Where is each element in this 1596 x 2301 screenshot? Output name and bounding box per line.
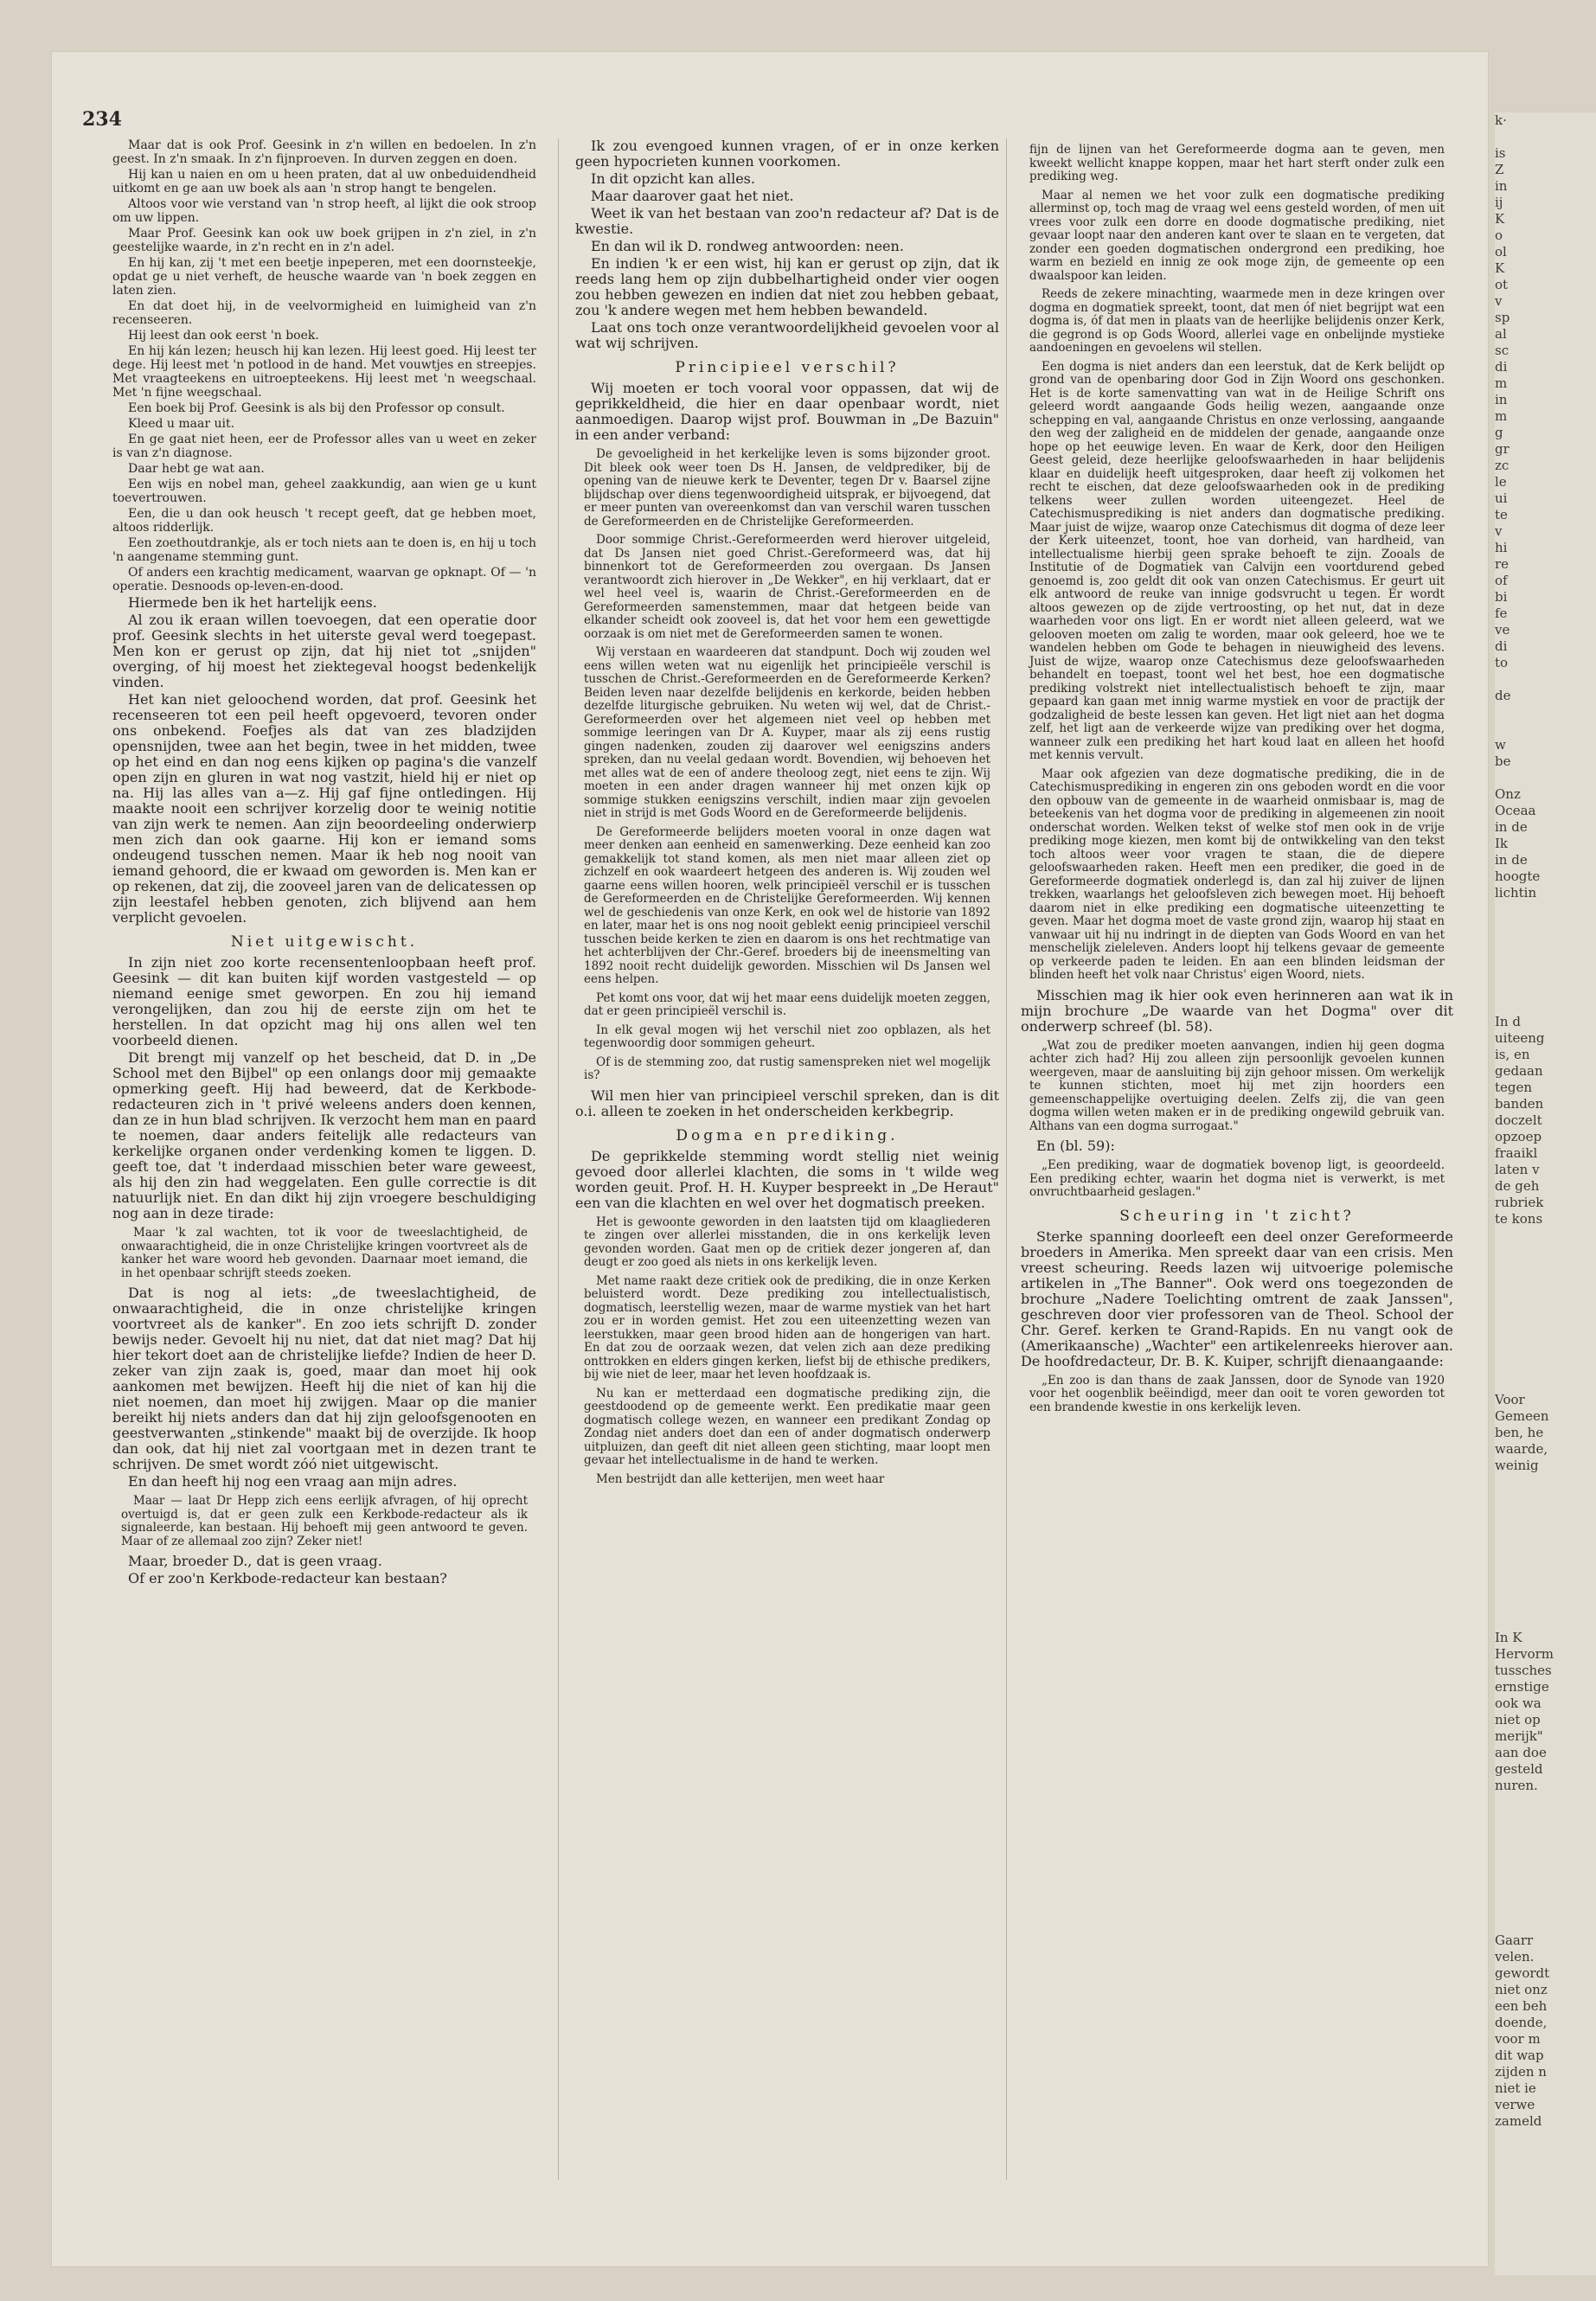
strip-text-fragment: rubriek [1495,1195,1544,1210]
paragraph: En hij kán lezen; heusch hij kan lezen. Hij leest goed. Hij leest ter dege. Hij leest met 'n potlood in de hand. Met vouwtjes en streepjes. Met vraagteekens en uitroepteekens. Hij leest met 'n weegschaal. Met 'n fijne weegschaal. [112,344,536,400]
paragraph: En dat doet hij, in de veelvormigheid en luimigheid van z'n recenseeren. [112,299,536,327]
strip-text-fragment: ui [1495,490,1508,506]
strip-text-fragment: in de [1495,819,1528,835]
section-heading: Scheuring in 't zicht? [1119,1207,1355,1225]
strip-text-fragment: ij [1495,195,1503,210]
strip-text-fragment: Ik [1495,836,1509,851]
block-quote [1021,144,1453,983]
strip-text-fragment: zameld [1495,2113,1542,2129]
block-quote [575,1216,999,1487]
quote-paragraph: Men bestrijdt dan alle ketterijen, men weet haar [596,1471,885,1486]
quote-paragraph: Door sommige Christ.-Gereformeerden werd hierover uitgeleid, dat Ds Jansen niet goed Christ.-Gereformeerd was, dat hij binnenkort tot de Gereformeerden zou overgaan. Ds Jansen verantwoordt zich hierover in „De Wekker", en hij verklaart, dat er wel heel veel is, waarin de Christ.-Gereformeerden en de Gereformeerden samenstemmen, maar dat hetgeen beide van elkander scheidt ook zooveel is, dat het voor hem een gewettigde oorzaak is om niet met de Gereformeerden samen te wonen. [584,533,990,641]
strip-text-fragment: ve [1495,622,1510,638]
strip-text-fragment [1495,704,1596,721]
paragraph: Hiermede ben ik het hartelijk eens. [128,594,377,611]
strip-text-fragment: ol [1495,244,1507,260]
strip-text-fragment: k· [1495,112,1507,128]
block-quote: „Wat zou de prediker moeten aanvangen, indien hij geen dogma achter zich had? Hij zou alleen zijn persoonlijk gevoelen kunnen weergeven, maar de aansluiting bij zijn gehoor missen. Om werkelijk te kunnen stichten, moet hij met zijn hoorders een gemeenschappelijke overtuiging deelen. Zelfs zij, die van geen dogma willen weten maken er in de prediking ongewild gebruik van. Althans van een dogma surrogaat." [1029,1038,1445,1133]
strip-text-fragment: merijk" [1495,1728,1543,1744]
strip-text-fragment [1495,129,1596,145]
strip-text-fragment: waarde, [1495,1441,1548,1457]
page-number: 234 [82,108,122,131]
strip-text-fragment: Z [1495,162,1504,177]
strip-fragment-group [1495,1014,1596,1227]
strip-text-fragment: doende, [1495,2015,1548,2030]
paragraph: Of er zoo'n Kerkbode-redacteur kan bestaan? [128,1570,447,1586]
column-rule [558,138,559,2180]
strip-text-fragment: Oceaa [1495,803,1536,818]
strip-text-fragment [1495,721,1596,737]
quote-paragraph: Met name raakt deze critiek ook de prediking, die in onze Kerken beluisterd wordt. Deze prediking zou intellectualistisch, dogmatisch, leerstellig wezen, maar de warme mystiek van het hart zou er in worden gemist. Het zou een uiteenzetting wezen van leerstukken, maar geen brood hiden aan de hongerigen van hart. En dat zou de oorzaak wezen, dat velen zich aan deze prediking onttrokken en elders gingen kerken, liefst bij de ethische predikers, bij wie niet de leer, maar het leven hoofdzaak is. [584,1273,990,1381]
strip-text-fragment: laten v [1495,1162,1540,1177]
adjacent-page-strip [1495,112,1596,2275]
strip-text-fragment: K [1495,211,1505,227]
strip-text-fragment: di [1495,359,1508,375]
paragraph: Wil men hier van principieel verschil spreken, dan is dit o.i. alleen te zoeken in het onderscheiden kerkbegrip. [575,1086,999,1119]
strip-text-fragment: de geh [1495,1178,1540,1194]
paragraph: Ik zou evengoed kunnen vragen, of er in onze kerken geen hypocrieten kunnen voorkomen. [575,138,999,170]
strip-text-fragment: gr [1495,441,1509,457]
column-rule [1006,138,1007,2180]
strip-text-fragment: In d [1495,1014,1521,1029]
strip-text-fragment: o [1495,228,1503,243]
paragraph: Maar, broeder D., dat is geen vraag. [128,1553,382,1569]
block-quote: „Een prediking, waar de dogmatiek bovenop ligt, is geoordeeld. Een prediking echter, waarin het dogma niet is verwerkt, is met onvruchtbaarheid geslagen." [1029,1158,1445,1199]
strip-text-fragment: di [1495,638,1508,654]
strip-text-fragment: K [1495,260,1505,276]
strip-text-fragment: een beh [1495,1998,1548,2014]
paragraph: Of anders een krachtig medicament, waarvan ge opknapt. Of — 'n operatie. Desnoods op-leven-en-dood. [112,566,536,593]
paragraph: Maar Prof. Geesink kan ook uw boek grijpen in z'n ziel, in z'n geestelijke waarde, in z'n recht en in z'n adel. [112,227,536,254]
strip-text-fragment: Onz [1495,786,1521,802]
strip-text-fragment: to [1495,655,1509,670]
strip-text-fragment: te [1495,507,1508,522]
block-quote [575,448,999,1083]
quote-paragraph: Maar ook afgezien van deze dogmatische prediking, die in de Catechismusprediking in engeren zin ons geboden wordt en die voor den opbouw van de gemeente in de waarheid onmisbaar is, mag de beteekenis van het dogma voor de prediking in algemeenen zin nooit onderschat worden. Welken tekst of welke stof men ook in de vrije prediking moge kiezen, men komt bij de ontwikkeling van den tekst toch altoos weer voor vragen te staan, die de diepere geloofswaarheden raken. Heeft men een prediker, die goed in de Gereformeerde dogmatiek onderlegd is, dan zal hij zuiver de lijnen trekken, waarlangs het geloofsleven zich bewegen moet. Hij behoeft daarom niet in elke prediking een dogmatische uiteenzetting te geven. Maar het dogma moet de vaste grond zijn, waarop hij staat en vanwaar uit hij nu indringt in de diepten van Gods Woord en van het menschelijk zieleleven. Anders loopt hij telkens gevaar de gemeente op verkeerde paden te leiden. En aan een blinden leidsman der blinden heeft het volk naar Christus' eigen Woord, niets. [1029,766,1445,982]
strip-text-fragment: al [1495,326,1507,342]
strip-text-fragment [1495,770,1596,786]
section-heading: Niet uitgewischt. [230,933,419,951]
column-3 [1021,138,1453,1420]
strip-text-fragment: m [1495,408,1508,424]
strip-text-fragment: sc [1495,343,1509,358]
strip-text-fragment: ot [1495,277,1509,292]
paragraph: In zijn niet zoo korte recensentenloopbaan heeft prof. Geesink — dit kan buiten kijf worden vastgesteld — op niemand eenige smet geworpen. En zou hij iemand verongelijken, dan zou hij de eerste zijn om het te herstellen. In dat opzicht mag hij ons allen wel ten voorbeeld dienen. [112,954,536,1048]
strip-text-fragment: velen. [1495,1949,1535,1965]
block-quote: Maar — laat Dr Hepp zich eens eerlijk afvragen, of hij oprecht overtuigd is, dat er geen zulk een Kerkbode-redacteur als ik signaleerde, kan bestaan. Hij behoeft mij geen antwoord te geven. Maar of ze allemaal zoo zijn? Zeker niet! [121,1494,528,1548]
strip-text-fragment: lichtin [1495,885,1537,901]
quote-paragraph: De gevoeligheid in het kerkelijke leven is soms bijzonder groot. Dit bleek ook weer toen Ds H. Jansen, de veldprediker, bij de opening van de nieuwe kerk te Deventer, tegen Dr v. Baarsel zijne blijdschap over diens tegenwoordigheid uitsprak, er bijvoegend, dat er meer punten van overeenkomst dan van verschil waren tusschen de Gereformeerden en de Christelijke Gereformeerden. [584,447,990,529]
paragraph: Hij leest dan ook eerst 'n boek. [128,329,319,343]
strip-text-fragment: de [1495,688,1511,703]
section-heading: Principieel verschil? [675,359,900,376]
strip-text-fragment: be [1495,753,1511,769]
quote-paragraph: Het is gewoonte geworden in den laatsten tijd om klaagliederen te zingen over allerlei misstanden, die in ons kerkelijk leven gevonden worden. Gaat men op de critiek dezer jongeren af, dan deugt er zoo goed als niets in ons kerkelijk leven. [584,1215,990,1269]
strip-text-fragment: Gaarr [1495,1932,1534,1948]
strip-text-fragment: v [1495,523,1503,539]
paragraph: Wij moeten er toch vooral voor oppassen, dat wij de geprikkeldheid, die hier en daar openbaar wordt, niet aanmoedigen. Daarop wijst prof. Bouwman in „De Bazuin" in een ander verband: [575,380,999,443]
quote-paragraph: Wij verstaan en waardeeren dat standpunt. Doch wij zouden wel eens willen weten wat nu eigenlijk het principieële verschil is tusschen de Christ.-Gereformeerden en de Gereformeerde Kerken? Beiden leven naar dezelfde belijdenis en kerkorde, beiden hebben dezelfde liturgische gebruiken. Nu weten wij wel, dat de Christ.-Gereformeerden over het algemeen niet veel op hebben met sommige leeringen van Dr A. Kuyper, maar als zij eens rustig gingen nadenken, zouden zij daarover wel eenigszins anders spreken, dan nu veelal gedaan wordt. Bovendien, wij behoeven het met alles wat de een of andere theoloog zegt, niet eens te zijn. Wij moeten in een ander dragen wanneer hij met onzen kijk op sommige stukken eenigszins verschilt, indien maar zijn gevoelen niet in strijd is met Gods Woord en de Gereformeerde belijdenis. [584,645,990,820]
quote-paragraph: fijn de lijnen van het Gereformeerde dogma aan te geven, men kweekt wellicht knappe koppen, maar het hart sterft onder zulk een prediking weg. [1029,143,1445,183]
quote-paragraph: Maar al nemen we het voor zulk een dogmatische prediking allerminst op, toch mag de vraag wel eens gesteld worden, of men uit vrees voor zulk een dorre en doode dogmatische prediking, niet gevaar loopt naar den anderen kant over te slaan en te vergeten, dat zonder een goeden dogmatischen ondergrond een prediking, hoe warm en bezield en innig ze ook moge zijn, de gemeente op een dwaalspoor kan leiden. [1029,188,1445,283]
paragraph: Al zou ik eraan willen toevoegen, dat een operatie door prof. Geesink slechts in het uiterste geval werd toegepast. Men kon er gerust op zijn, dat hij niet tot „snijden" overging, of hij moest het ziektegeval hoogst bedenkelijk vinden. [112,612,536,690]
paragraph: Maar dat is ook Prof. Geesink in z'n willen en bedoelen. In z'n geest. In z'n smaak. In z'n fijnproeven. In durven zeggen en doen. [112,138,536,166]
paragraph: Daar hebt ge wat aan. [128,462,265,476]
quote-paragraph: De Gereformeerde belijders moeten vooral in onze dagen wat meer denken aan eenheid en samenwerking. Deze eenheid kan zoo gemakkelijk tot stand komen, als men niet maar alleen ziet op zichzelf en ook waardeert hetgeen des anderen is. Wij zouden wel gaarne eens willen hooren, welk principieël verschil er is tusschen de Gereformeerden en de Christelijke Gereformeerden. Wij kennen wel de geschiedenis van onze Kerk, en ook wel de historie van 1892 en later, maar het is ons nog nooit geblekt eenig principieel verschil tusschen beide kerken te zien en daarom is ons het rechtmatige van het achterblijven der Chr.-Geref. broeders bij de ineensmelting van 1892 nooit recht duidelijk geworden. Misschien wil Ds Jansen wel eens helpen. [584,824,990,986]
paragraph: Hij kan u naien en om u heen praten, dat al uw onbeduidendheid uitkomt en ge aan uw boek als aan 'n strop hangt te bengelen. [112,168,536,195]
strip-text-fragment: tussches [1495,1663,1552,1678]
quote-paragraph: In elk geval mogen wij het verschil niet zoo opblazen, als het tegenwoordig door sommigen geheurt. [584,1022,990,1050]
strip-text-fragment: in [1495,178,1508,194]
paragraph: Maar daarover gaat het niet. [591,188,794,204]
paragraph: Kleed u maar uit. [128,417,235,431]
strip-text-fragment: le [1495,474,1507,490]
quote-paragraph: Nu kan er metterdaad een dogmatische prediking zijn, die geestdoodend op de gemeente werkt. Een predikatie maar geen dogmatisch college wezen, en wanneer een predikant Zondag op Zondag niet anders doet dan een of ander dogmatisch onderwerp uitpluizen, dan geeft dit niet alleen geen stichting, maar loopt men gevaar het intellectualisme in de hand te werken. [584,1386,990,1467]
paragraph: En ge gaat niet heen, eer de Professor alles van u weet en zeker is van z'n diagnose. [112,433,536,460]
quote-paragraph: Of is de stemming zoo, dat rustig samenspreken niet wel mogelijk is? [584,1054,990,1082]
strip-text-fragment: is, en [1495,1047,1530,1062]
strip-text-fragment: fraaikl [1495,1145,1538,1161]
strip-text-fragment: te kons [1495,1211,1543,1227]
paragraph: Laat ons toch onze verantwoordelijkheid gevoelen voor al wat wij schrijven. [575,319,999,351]
strip-text-fragment: fe [1495,606,1508,621]
paragraph: Dit brengt mij vanzelf op het bescheid, dat D. in „De School met den Bijbel" op een onlangs door mij gemaakte opmerking geeft. Hij had beweerd, dat de Kerkbode-redacteuren zich in 't privé weleens anders doen kennen, dan ze in hun blad schrijven. Ik verzocht hem man en paard te noemen, daar anders feitelijk alle redacteurs van kerkelijke organen onder verdenking komen te liggen. D. geeft toe, dat 't inderdaad misschien beter ware geweest, als hij den zin had weggelaten. Een gulle correctie is dit natuurlijk niet. En dan dikt hij zijn vroegere beschuldiging nog aan in deze tirade: [112,1049,536,1221]
paragraph: Misschien mag ik hier ook even herinneren aan wat ik in mijn brochure „De waarde van het Dogma" over dit onderwerp schreef (bl. 58). [1021,986,1453,1035]
strip-text-fragment: in de [1495,852,1528,868]
paragraph: En (bl. 59): [1036,1138,1115,1154]
strip-text-fragment: sp [1495,310,1510,325]
paragraph: Altoos voor wie verstand van 'n strop heeft, al lijkt die ook stroop om uw lippen. [112,197,536,225]
strip-fragment-group [1495,112,1596,901]
quote-paragraph: Een dogma is niet anders dan een leerstuk, dat de Kerk belijdt op grond van de openbaring door God in Zijn Woord ons geschonken. Het is de korte samenvatting van wat in de Heilige Schrift ons geleerd wordt aangaande Gods heilig wezen, aangaande onze schepping en val, aangaande Christus en onze verlossing, aangaande den weg der zaligheid en de middelen der genade, aangaande onze hope op het eeuwige leven. En waar de Kerk, door den Heiligen Geest geleid, deze heerlijke geloofswaarheden in haar belijdenis klaar en duidelijk heeft uitgesproken, daar heeft zij volkomen het recht te eischen, dat deze geloofswaarheden ook in de prediking telkens weer zullen worden uiteengezet. Heel de Catechismusprediking is niet anders dan dogmatische prediking. Maar juist de wijze, waarop onze Catechismus dit dogma of deze leer der Kerk uiteenzet, toont, hoe van dorheid, van hardheid, van intellectualisme hierbij geen sprake behoeft te zijn. Zooals de Institutie of de Dogmatiek van Calvijn een voortdurend gebed genoemd is, zoo geldt dit ook van onzen Catechismus. Er geurt uit elk antwoord de reuke van innige godsvrucht u tegen. Er wordt altoos gewezen op de zijde vertroosting, op het nut, dat in deze waarheden voor ons ligt. En er wordt niet alleen geleerd, wat we gelooven moeten om zalig te worden, maar ook geleerd, hoe we te wandelen hebben om Gode te behagen in nieuwigheid des levens. Juist de wijze, waarop onze Catechismus deze geloofswaarheden behandelt en toepast, toont wel het best, hoe een dogmatische prediking volstrekt niet intellectualistisch behoeft te zijn, maar gepaard kan gaan met innig warme mystiek en voor de practijk der godzaligheid de beste lessen kan geven. Het ligt niet aan het dogma zelf, het ligt aan de verkeerde wijze van prediking over het dogma, wanneer zulk een prediking het hart koud laat en alleen het hoofd met kennis vervult. [1029,359,1445,762]
paragraph: En indien 'k er een wist, hij kan er gerust op zijn, dat ik reeds lang hem op zijn dubbelhartigheid onder vier oogen zou hebben gewezen en indien dat niet zou hebben gebaat, zou 'k andere wegen met hem hebben bewandeld. [575,255,999,318]
strip-text-fragment: niet onz [1495,1982,1548,1997]
strip-text-fragment: gewordt [1495,1965,1550,1981]
strip-text-fragment: in [1495,392,1508,407]
paragraph: De geprikkelde stemming wordt stellig niet weinig gevoed door allerlei klachten, die soms in 't wilde weg worden geuit. Prof. H. H. Kuyper bespreekt in „De Heraut" een van die klachten en wel over het dogmatisch preeken. [575,1147,999,1211]
strip-text-fragment: ook wa [1495,1695,1542,1711]
strip-text-fragment: v [1495,293,1503,309]
strip-text-fragment: In K [1495,1630,1522,1645]
strip-text-fragment: zc [1495,458,1509,473]
strip-text-fragment: dit wap [1495,2048,1544,2063]
strip-fragment-group [1495,1932,1596,2130]
strip-text-fragment: uiteeng [1495,1030,1545,1046]
strip-text-fragment: banden [1495,1096,1544,1112]
strip-text-fragment: ernstige [1495,1679,1549,1695]
paragraph: En dan heeft hij nog een vraag aan mijn adres. [128,1473,458,1490]
strip-text-fragment: niet op [1495,1712,1541,1727]
strip-text-fragment: weinig [1495,1458,1539,1473]
strip-text-fragment: ben, he [1495,1425,1544,1440]
strip-text-fragment: Gemeen [1495,1408,1549,1424]
strip-text-fragment: aan doe [1495,1745,1547,1760]
strip-text-fragment: opzoep [1495,1129,1542,1144]
strip-text-fragment [1495,671,1596,688]
strip-text-fragment: gesteld [1495,1761,1543,1777]
strip-text-fragment: gedaan [1495,1063,1543,1079]
strip-text-fragment: hi [1495,540,1508,555]
paragraph: Dat is nog al iets: „de tweeslachtigheid, de onwaarachtigheid, die in onze christelijke kringen voortvreet als de kanker". En zoo iets schrijft D. zonder bewijs neder. Gevoelt hij nu niet, dat dat niet mag? Dat hij hier tekort doet aan de christelijke liefde? Indien de heer D. zeker van zijn zaak is, goed, maar dan moet hij ook aankomen met bewijzen. Heeft hij die niet of kan hij die niet noemen, dan moet hij zwijgen. Maar op die manier bereikt hij niets anders dan dat hij zijn geloofsgenooten en geestverwanten „stinkende" maakt bij de overzijde. Ik hoop dan ook, dat hij niet zal voortgaan met in dezen trant te schrijven. De smet wordt zóó niet uitgewischt. [112,1285,536,1472]
section-heading: Dogma en prediking. [676,1126,899,1144]
paragraph: Een zoethoutdrankje, als er toch niets aan te doen is, en hij u toch 'n aangename stemming gunt. [112,536,536,564]
paragraph: Weet ik van het bestaan van zoo'n redacteur af? Dat is de kwestie. [575,205,999,237]
strip-text-fragment: w [1495,737,1506,753]
strip-fragment-group [1495,1392,1596,1474]
quote-paragraph: Reeds de zekere minachting, waarmede men in deze kringen over dogma en dogmatiek spreekt, toont, dat men óf niet begrijpt wat een dogma is, óf dat men in plaats van de heerlijke belijdenis onzer Kerk, die gegrond is op Gods Woord, allerlei vage en onbelijnde mystieke aandoeningen en gevoelens wil stellen. [1029,287,1445,355]
paragraph: In dit opzicht kan alles. [591,170,755,187]
strip-text-fragment: of [1495,573,1508,588]
strip-text-fragment: zijden n [1495,2064,1547,2080]
paragraph: En hij kan, zij 't met een beetje inpeperen, met een doornsteekje, opdat ge u niet verheft, de heusche waarde van 'n boek zeggen en laten zien. [112,256,536,298]
strip-text-fragment: m [1495,375,1508,391]
strip-text-fragment: tegen [1495,1080,1533,1095]
block-quote: „En zoo is dan thans de zaak Janssen, door de Synode van 1920 voor het oogenblik beëindigd, meer dan ooit te voren geworden tot een brandende kwestie in ons kerkelijk leven. [1029,1373,1445,1414]
paragraph: Een boek bij Prof. Geesink is als bij den Professor op consult. [128,401,505,415]
strip-text-fragment: hoogte [1495,868,1541,884]
strip-fragment-group [1495,1630,1596,1794]
strip-text-fragment: voor m [1495,2031,1541,2047]
paragraph: Een, die u dan ook heusch 't recept geeft, dat ge hebben moet, altoos ridderlijk. [112,507,536,535]
paragraph: Sterke spanning doorleeft een deel onzer Gereformeerde broeders in Amerika. Men spreekt daar van een crisis. Men vreest scheuring. Reeds lazen wij uitvoerige polemische artikelen in „The Banner". Ook werd ons toegezonden de brochure „Nadere Toelichting omtrent de zaak Janssen", geschreven door vier professoren van de Theol. School der Chr. Geref. kerken te Grand-Rapids. En nu vangt ook de (Amerikaansche) „Wachter" een artikelenreeks hierover aan. De hoofdredacteur, Dr. B. K. Kuiper, schrijft dienaangaande: [1021,1227,1453,1369]
strip-text-fragment: g [1495,425,1503,440]
column-2 [575,138,999,1491]
strip-text-fragment: Voor [1495,1392,1525,1407]
paragraph: En dan wil ik D. rondweg antwoorden: neen. [591,238,904,254]
paragraph: Een wijs en nobel man, geheel zaakkundig, aan wien ge u kunt toevertrouwen. [112,478,536,505]
paragraph: Het kan niet geloochend worden, dat prof. Geesink het recenseeren tot een peil heeft opgevoerd, tevoren onder ons onbekend. Foefjes als dat van zes bladzijden opensnijden, twee aan het begin, twee in het midden, twee op het eind en dan nog eens kijken op pagina's die vanzelf open zijn en gluren in wat nog vastzit, hield hij er niet op na. Hij las alles van a—z. Hij gaf fijne ontledingen. Hij maakte nooit een schrijver korzelig door te weinig notitie van zijn werk te nemen. Aan zijn beoordeeling onderwierp men zich dan ook gaarne. Hij kon er iemand soms ondeugend tusschen nemen. Maar ik heb nog nooit van iemand gehoord, die er kwaad om geworden is. Men kan er op rekenen, dat zij, die zooveel jaren van de delicatessen op zijn leestafel hebben genoten, zich blijvend aan hem verplicht gevoelen. [112,691,536,926]
strip-text-fragment: verwe [1495,2097,1535,2112]
strip-text-fragment: is [1495,145,1506,161]
intro-block [112,138,536,593]
strip-text-fragment: nuren. [1495,1778,1538,1793]
strip-text-fragment: niet ie [1495,2080,1536,2096]
strip-text-fragment: bi [1495,589,1508,605]
quote-paragraph: Pet komt ons voor, dat wij het maar eens duidelijk moeten zeggen, dat er geen principieël verschil is. [584,990,990,1018]
strip-text-fragment: re [1495,556,1509,572]
strip-text-fragment: doczelt [1495,1112,1542,1128]
column-1 [112,138,536,1588]
block-quote: Maar 'k zal wachten, tot ik voor de tweeslachtigheid, de onwaarachtigheid, die in onze Christelijke kringen voortvreet als de kanker het ware woord heb gevonden. Daarnaar moet iemand, die in het openbaar schrijft steeds zoeken. [121,1226,528,1280]
strip-text-fragment: Hervorm [1495,1646,1554,1662]
